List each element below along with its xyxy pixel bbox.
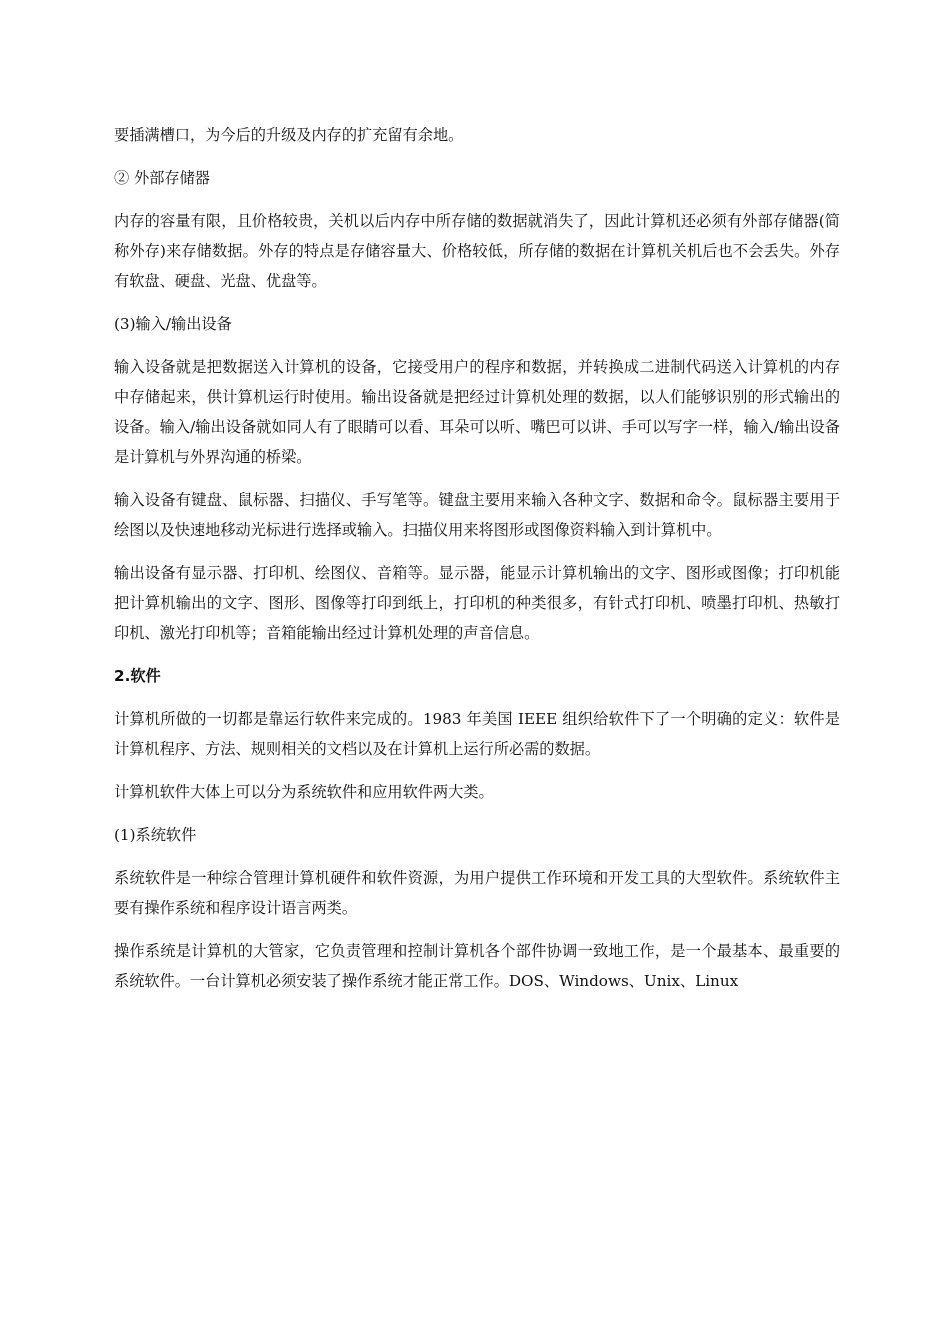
paragraph-memory-slots: 要插满槽口，为今后的升级及内存的扩充留有余地。 <box>114 126 464 144</box>
section-title-software: 2.软件 <box>114 667 161 685</box>
heading-system-software: (1)系统软件 <box>114 826 197 844</box>
document-page <box>114 120 840 1009</box>
paragraph-io-devices: 输入设备就是把数据送入计算机的设备，它接受用户的程序和数据，并转换成二进制代码送入计算机的内存中存储起来，供计算机运行时使用。输出设备就是把经过计算机处理的数据，以人们能够识别的形式输出的设备。输入/输出设备就如同人有了眼睛可以看、耳朵可以听、嘴巴可以讲、手可以写字一样，输入/输出设备是计算机与外界沟通的桥梁。 <box>114 358 840 466</box>
paragraph-system-software: 系统软件是一种综合管理计算机硬件和软件资源，为用户提供工作环境和开发工具的大型软件。系统软件主要有操作系统和程序设计语言两类。 <box>114 869 840 917</box>
paragraph-software-definition: 计算机所做的一切都是靠运行软件来完成的。1983 年美国 IEEE 组织给软件下了一个明确的定义：软件是计算机程序、方法、规则相关的文档以及在计算机上运行所必需的数据。 <box>114 710 840 758</box>
heading-external-storage: ② 外部存储器 <box>114 169 210 187</box>
paragraph-operating-system: 操作系统是计算机的大管家，它负责管理和控制计算机各个部件协调一致地工作，是一个最基本、最重要的系统软件。一台计算机必须安装了操作系统才能正常工作。DOS、Windows、Unix、Linux <box>114 942 840 990</box>
heading-io-devices: (3)输入/输出设备 <box>114 315 232 333</box>
paragraph-external-storage: 内存的容量有限，且价格较贵，关机以后内存中所存储的数据就消失了，因此计算机还必须有外部存储器(简称外存)来存储数据。外存的特点是存储容量大、价格较低，所存储的数据在计算机关机后也不会丢失。外存有软盘、硬盘、光盘、优盘等。 <box>114 212 840 290</box>
paragraph-output-devices: 输出设备有显示器、打印机、绘图仪、音箱等。显示器，能显示计算机输出的文字、图形或图像；打印机能把计算机输出的文字、图形、图像等打印到纸上，打印机的种类很多，有针式打印机、喷墨打印机、热敏打印机、激光打印机等；音箱能输出经过计算机处理的声音信息。 <box>114 564 840 642</box>
paragraph-input-devices: 输入设备有键盘、鼠标器、扫描仪、手写笔等。键盘主要用来输入各种文字、数据和命令。鼠标器主要用于绘图以及快速地移动光标进行选择或输入。扫描仪用来将图形或图像资料输入到计算机中。 <box>114 491 840 539</box>
paragraph-software-categories: 计算机软件大体上可以分为系统软件和应用软件两大类。 <box>114 783 494 801</box>
